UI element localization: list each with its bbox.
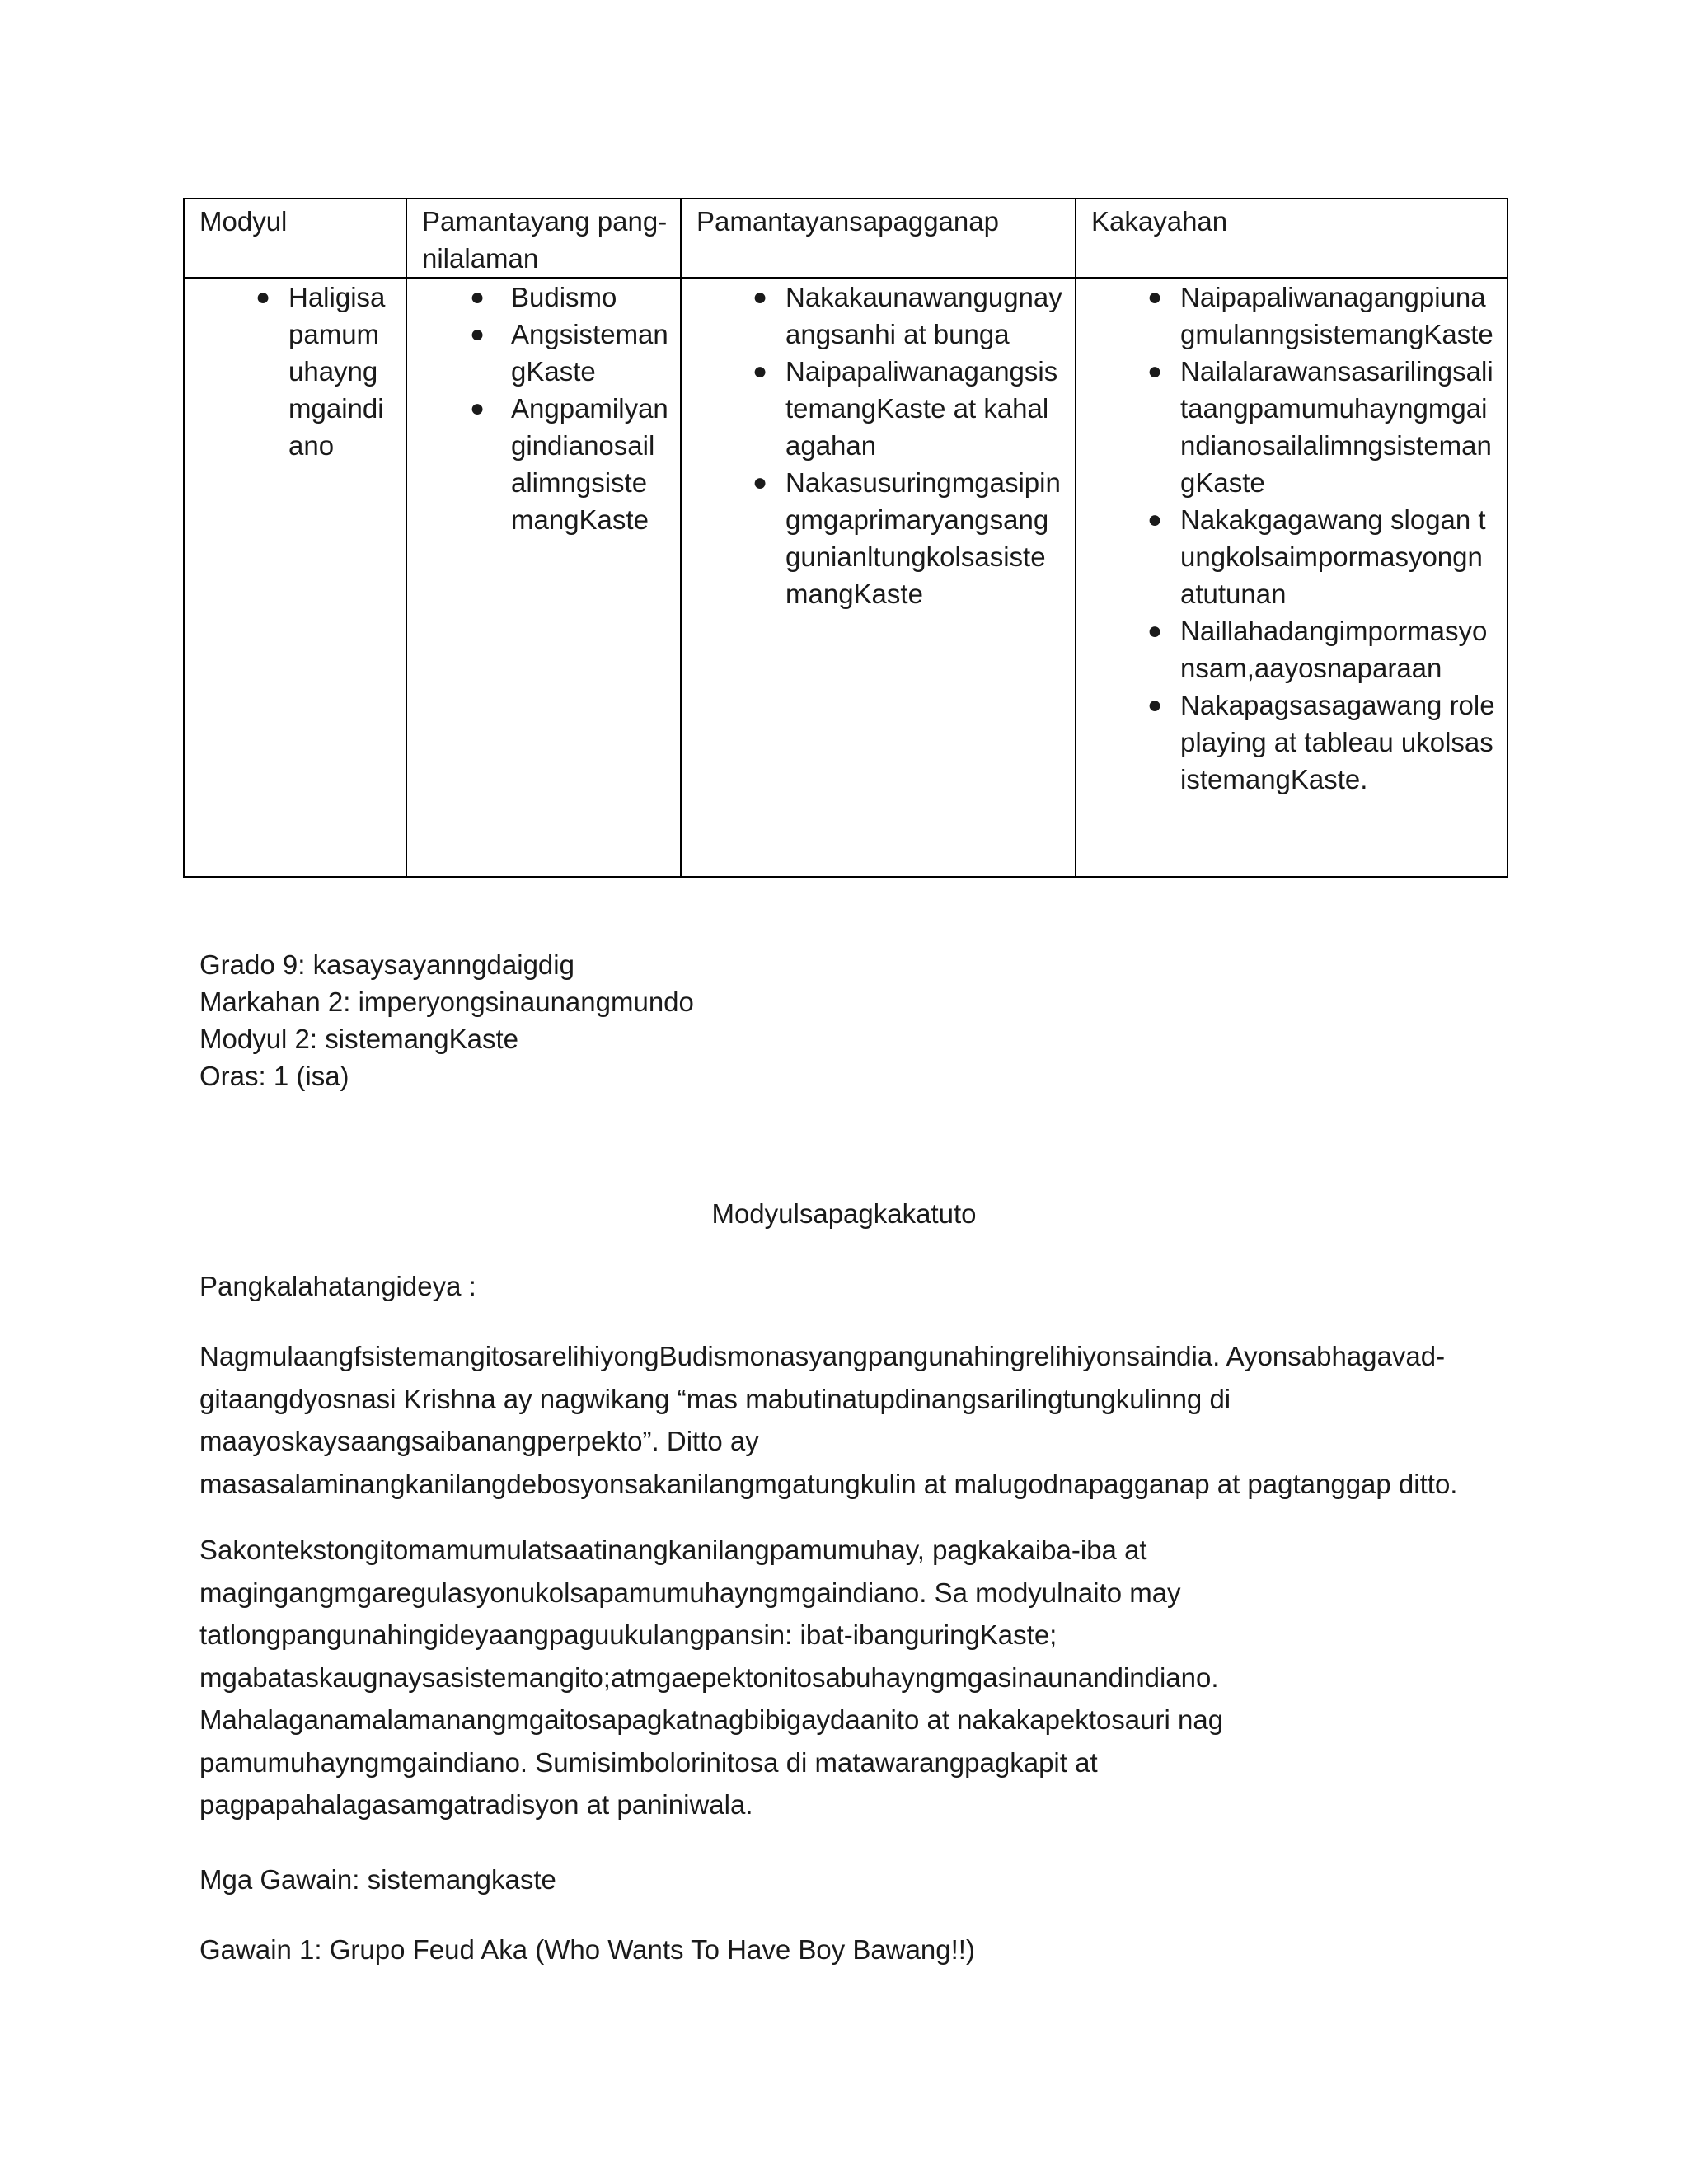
- time-line: Oras: 1 (isa): [199, 1061, 349, 1091]
- paragraph-line: pagpapahalagasamgatradisyon at paniniwala.: [199, 1789, 753, 1820]
- header-kakayahan: Kakayahan: [1076, 199, 1507, 278]
- list-item: ● Nakakgagawang slogan tungkolsaimpormasyongnatutunan: [1091, 501, 1495, 612]
- list-item: ● NaipapaliwanagangpiunagmulanngsistemangKaste: [1091, 279, 1495, 353]
- bullet-icon: ●: [753, 284, 768, 311]
- paragraph-line: Mahalaganamalamanangmgaitosapagkatnagbibigaydaanito at nakakapektosauri nag: [199, 1704, 1224, 1735]
- bullet-icon: ●: [1147, 617, 1163, 644]
- cell-modyul: [184, 278, 406, 877]
- bullet-icon: ●: [470, 321, 485, 348]
- modyul-list: [199, 279, 394, 464]
- bullet-icon: ●: [1147, 506, 1163, 533]
- list-item: ● NakasusuringmgasipingmgaprimaryangsanggunianltungkolsasistemangKaste: [696, 464, 1063, 612]
- list-item: ● AngpamilyangindianosailalimngsistemangKaste: [422, 390, 668, 538]
- paragraph-line: mgabataskaugnaysasistemangito;atmgaepektonitosabuhayngmgasinaunandindiano.: [199, 1661, 1219, 1693]
- paragraph-line: Sakontekstongitomamumulatsaatinangkanilangpamumuhay, pagkakaiba-iba at: [199, 1535, 1147, 1565]
- cell-kakayahan: [1076, 278, 1507, 877]
- list-item: ● Haligisapamumuhayngmgaindiano: [199, 279, 394, 464]
- table-row: [184, 278, 1507, 877]
- module-line: Modyul 2: sistemangKaste: [199, 1024, 519, 1054]
- paragraph-two: [199, 1529, 1485, 1826]
- bullet-icon: ●: [753, 358, 768, 385]
- header-pamantayang-pang-nilalaman: Pamantayang pang-nilalaman: [406, 199, 681, 278]
- activity-one: Gawain 1: Grupo Feud Aka (Who Wants To Have Boy Bawang!!): [199, 1934, 975, 1965]
- bullet-icon: ●: [1147, 284, 1163, 311]
- paragraph-line: pamumuhayngmgaindiano. Sumisimbolorinitosa di matawarangpagkapit at: [199, 1746, 1098, 1778]
- list-item: ● Naillahadangimpormasyonsam,aayosnaparaan: [1091, 612, 1495, 687]
- grade-line: Grado 9: kasaysayanngdaigdig: [199, 949, 574, 980]
- curriculum-table: [183, 198, 1508, 878]
- paragraph-line: tatlongpangunahingideyaangpaguukulangpansin: ibat-ibanguringKaste;: [199, 1619, 1057, 1650]
- header-pamantayansapagganap: Pamantayansapagganap: [681, 199, 1076, 278]
- kakayahan-list: [1091, 279, 1495, 798]
- paragraph-one: [199, 1335, 1485, 1505]
- bullet-icon: ●: [1147, 358, 1163, 385]
- nilalaman-list: [422, 279, 668, 538]
- list-item: ● Budismo: [422, 279, 668, 316]
- header-modyul: Modyul: [184, 199, 406, 278]
- bullet-icon: ●: [256, 284, 271, 311]
- bullet-icon: ●: [470, 395, 485, 422]
- bullet-icon: ●: [753, 469, 768, 496]
- list-item: ● Nakapagsasagawang role playing at tableau ukolsasistemangKaste.: [1091, 687, 1495, 798]
- list-item: ● Nakakaunawangugnayangsanhi at bunga: [696, 279, 1063, 353]
- quarter-line: Markahan 2: imperyongsinaunangmundo: [199, 987, 694, 1017]
- module-meta: [199, 946, 694, 1094]
- bullet-icon: ●: [470, 284, 485, 311]
- activities-heading: Mga Gawain: sistemangkaste: [199, 1864, 556, 1895]
- bullet-icon: ●: [1147, 691, 1163, 719]
- paragraph-line: maayoskaysaangsaibanangperpekto”. Ditto ay: [199, 1426, 759, 1456]
- cell-pamantayansapagganap: [681, 278, 1076, 877]
- list-item: ● NailalarawansasarilingsalitaangpamumuhayngmgaindianosailalimngsistemangKaste: [1091, 353, 1495, 501]
- table-header-row: [184, 199, 1507, 278]
- list-item: ● AngsistemangKaste: [422, 316, 668, 390]
- pagganap-list: [696, 279, 1063, 612]
- paragraph-line: NagmulaangfsistemangitosarelihiyongBudismonasyangpangunahingrelihiyonsaindia. Ayonsabhagavad-: [199, 1341, 1446, 1371]
- page-title: Modyulsapagkakatuto: [711, 1198, 977, 1229]
- list-item: ● NaipapaliwanagangsistemangKaste at kahalagahan: [696, 353, 1063, 464]
- cell-pamantayang-pang-nilalaman: [406, 278, 681, 877]
- paragraph-line: masasalaminangkanilangdebosyonsakanilangmgatungkulin at malugodnapagganap at pagtanggap ditto.: [199, 1468, 1458, 1499]
- paragraph-line: gitaangdyosnasi Krishna ay nagwikang “mas mabutinatupdinangsarilingtungkulinng di: [199, 1383, 1231, 1414]
- main-idea-heading: Pangkalahatangideya :: [199, 1271, 476, 1301]
- paragraph-line: magingangmgaregulasyonukolsapamumuhayngmgaindiano. Sa modyulnaito may: [199, 1577, 1181, 1608]
